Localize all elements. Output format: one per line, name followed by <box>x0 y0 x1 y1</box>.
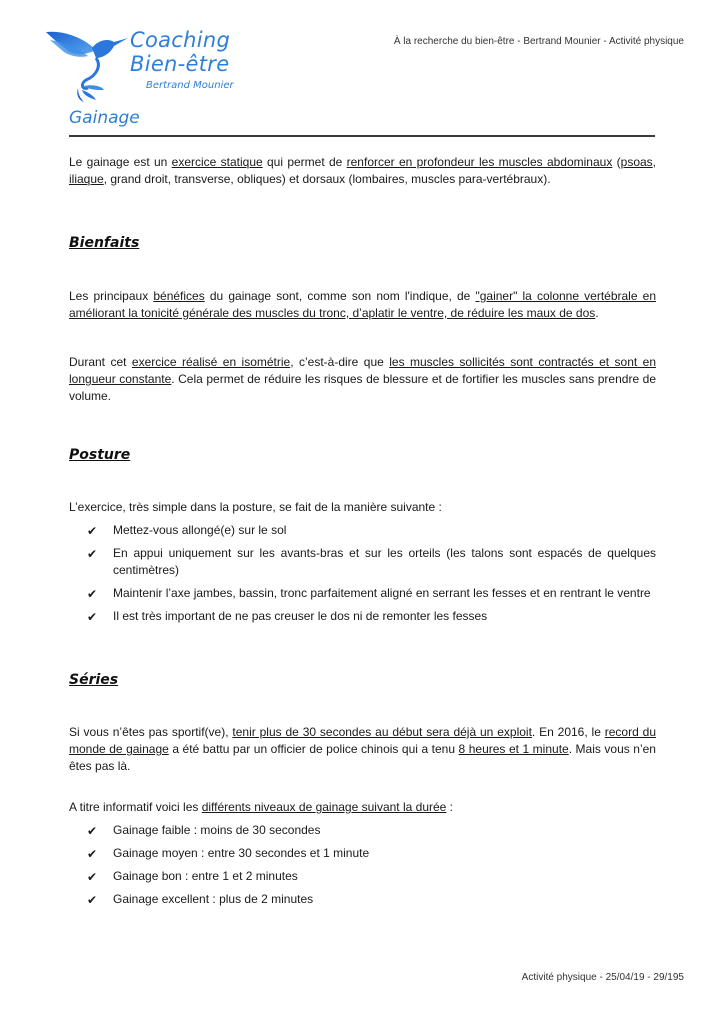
checkmark-icon: ✔ <box>87 824 98 838</box>
bienfaits-paragraph-2 <box>69 354 656 405</box>
logo-subtitle: Bertrand Mounier <box>146 80 234 91</box>
intro-section <box>69 154 656 188</box>
levels-list <box>69 822 656 908</box>
list-item-text: Mettez-vous allongé(e) sur le sol <box>113 523 287 537</box>
list-item-text: Gainage moyen : entre 30 secondes et 1 minute <box>113 846 370 860</box>
underlined-text: 8 heures et 1 minute <box>458 742 569 756</box>
underlined-text: "gainer" la colonne vertébrale en améliorant la tonicité générale des muscles du tronc, d’aplatir le ventre, de réduire les maux de dos <box>69 289 657 320</box>
list-item-text: Maintenir l’axe jambes, bassin, tronc parfaitement aligné en serrant les fesses et en rentrant le ventre <box>113 586 651 600</box>
checkmark-icon: ✔ <box>87 847 98 861</box>
posture-section <box>69 499 656 631</box>
running-header: À la recherche du bien-être - Bertrand Mounier - Activité physique <box>393 36 684 47</box>
text-run: A titre informatif voici les <box>69 800 202 814</box>
list-item-text: Gainage bon : entre 1 et 2 minutes <box>113 869 298 883</box>
list-item-text: Il est très important de ne pas creuser le dos ni de remonter les fesses <box>113 609 488 623</box>
logo-title-line1: Coaching <box>130 28 231 52</box>
list-item <box>69 585 656 602</box>
title-divider <box>69 135 655 137</box>
checkmark-icon: ✔ <box>87 587 98 601</box>
text-run: . En 2016, le <box>531 725 605 739</box>
series-paragraph-2 <box>69 799 656 816</box>
underlined-text: tenir plus de 30 secondes au début sera déjà un exploit <box>232 725 532 739</box>
underlined-text: record du monde de gainage <box>69 725 656 756</box>
text-run: : <box>446 800 454 814</box>
text-run: Les principaux <box>69 289 154 303</box>
text-run: ( <box>612 155 621 169</box>
text-run: , grand droit, transverse, obliques) et dorsaux (lombaires, muscles para-vertébraux). <box>103 172 551 186</box>
logo-title-line2: Bien-être <box>130 52 230 76</box>
checkmark-icon: ✔ <box>87 893 98 907</box>
checkmark-icon: ✔ <box>87 547 98 561</box>
text-run: . Mais vous n’en êtes pas là. <box>69 742 656 773</box>
series-section <box>69 724 656 914</box>
underlined-text: différents niveaux de gainage suivant la durée <box>201 800 447 814</box>
list-item <box>69 868 656 885</box>
text-run: Durant cet <box>69 355 132 369</box>
underlined-text: exercice réalisé en isométrie <box>131 355 291 369</box>
text-run: du gainage sont, comme son nom l'indique, de <box>204 289 476 303</box>
underlined-text: psoas <box>620 155 653 169</box>
list-item-text: Gainage excellent : plus de 2 minutes <box>113 892 314 906</box>
underlined-text: iliaque <box>69 172 104 186</box>
logo <box>44 24 244 102</box>
text-run: . <box>595 306 599 320</box>
text-run: , c’est-à-dire que <box>290 355 390 369</box>
bienfaits-section <box>69 288 656 405</box>
bienfaits-paragraph-1 <box>69 288 656 322</box>
list-item <box>69 522 656 539</box>
list-item <box>69 822 656 839</box>
heading-bienfaits: Bienfaits <box>69 235 140 251</box>
list-item-text: Gainage faible : moins de 30 secondes <box>113 823 321 837</box>
list-item <box>69 608 656 625</box>
checkmark-icon: ✔ <box>87 870 98 884</box>
list-item-text: En appui uniquement sur les avants-bras et sur les orteils (les talons sont espacés de quelques centimètres) <box>113 546 656 577</box>
underlined-text: bénéfices <box>153 289 205 303</box>
posture-list <box>69 522 656 625</box>
underlined-text: exercice statique <box>171 155 263 169</box>
checkmark-icon: ✔ <box>87 610 98 624</box>
checkmark-icon: ✔ <box>87 524 98 538</box>
text-run: Le gainage est un <box>69 155 172 169</box>
page-footer: Activité physique - 25/04/19 - 29/195 <box>521 972 684 983</box>
logo-title <box>130 28 230 76</box>
intro-paragraph <box>69 154 656 188</box>
text-run: Si vous n’êtes pas sportif(ve), <box>69 725 233 739</box>
heading-series: Séries <box>69 672 119 688</box>
underlined-text: renforcer en profondeur les muscles abdominaux <box>346 155 613 169</box>
series-paragraph-1 <box>69 724 656 775</box>
posture-intro: L’exercice, très simple dans la posture, se fait de la manière suivante : <box>69 500 442 514</box>
hummingbird-icon <box>44 24 128 102</box>
text-run: a été battu par un officier de police chinois qui a tenu <box>168 742 459 756</box>
page-title: Gainage <box>69 108 140 128</box>
underlined-text: les muscles sollicités sont contractés et sont en longueur constante <box>69 355 656 386</box>
text-run: . Cela permet de réduire les risques de blessure et de fortifier les muscles sans prendre de volume. <box>69 372 656 403</box>
heading-posture: Posture <box>69 447 131 463</box>
text-run: qui permet de <box>262 155 347 169</box>
list-item <box>69 891 656 908</box>
text-run: , <box>652 155 657 169</box>
list-item <box>69 845 656 862</box>
list-item <box>69 545 656 579</box>
